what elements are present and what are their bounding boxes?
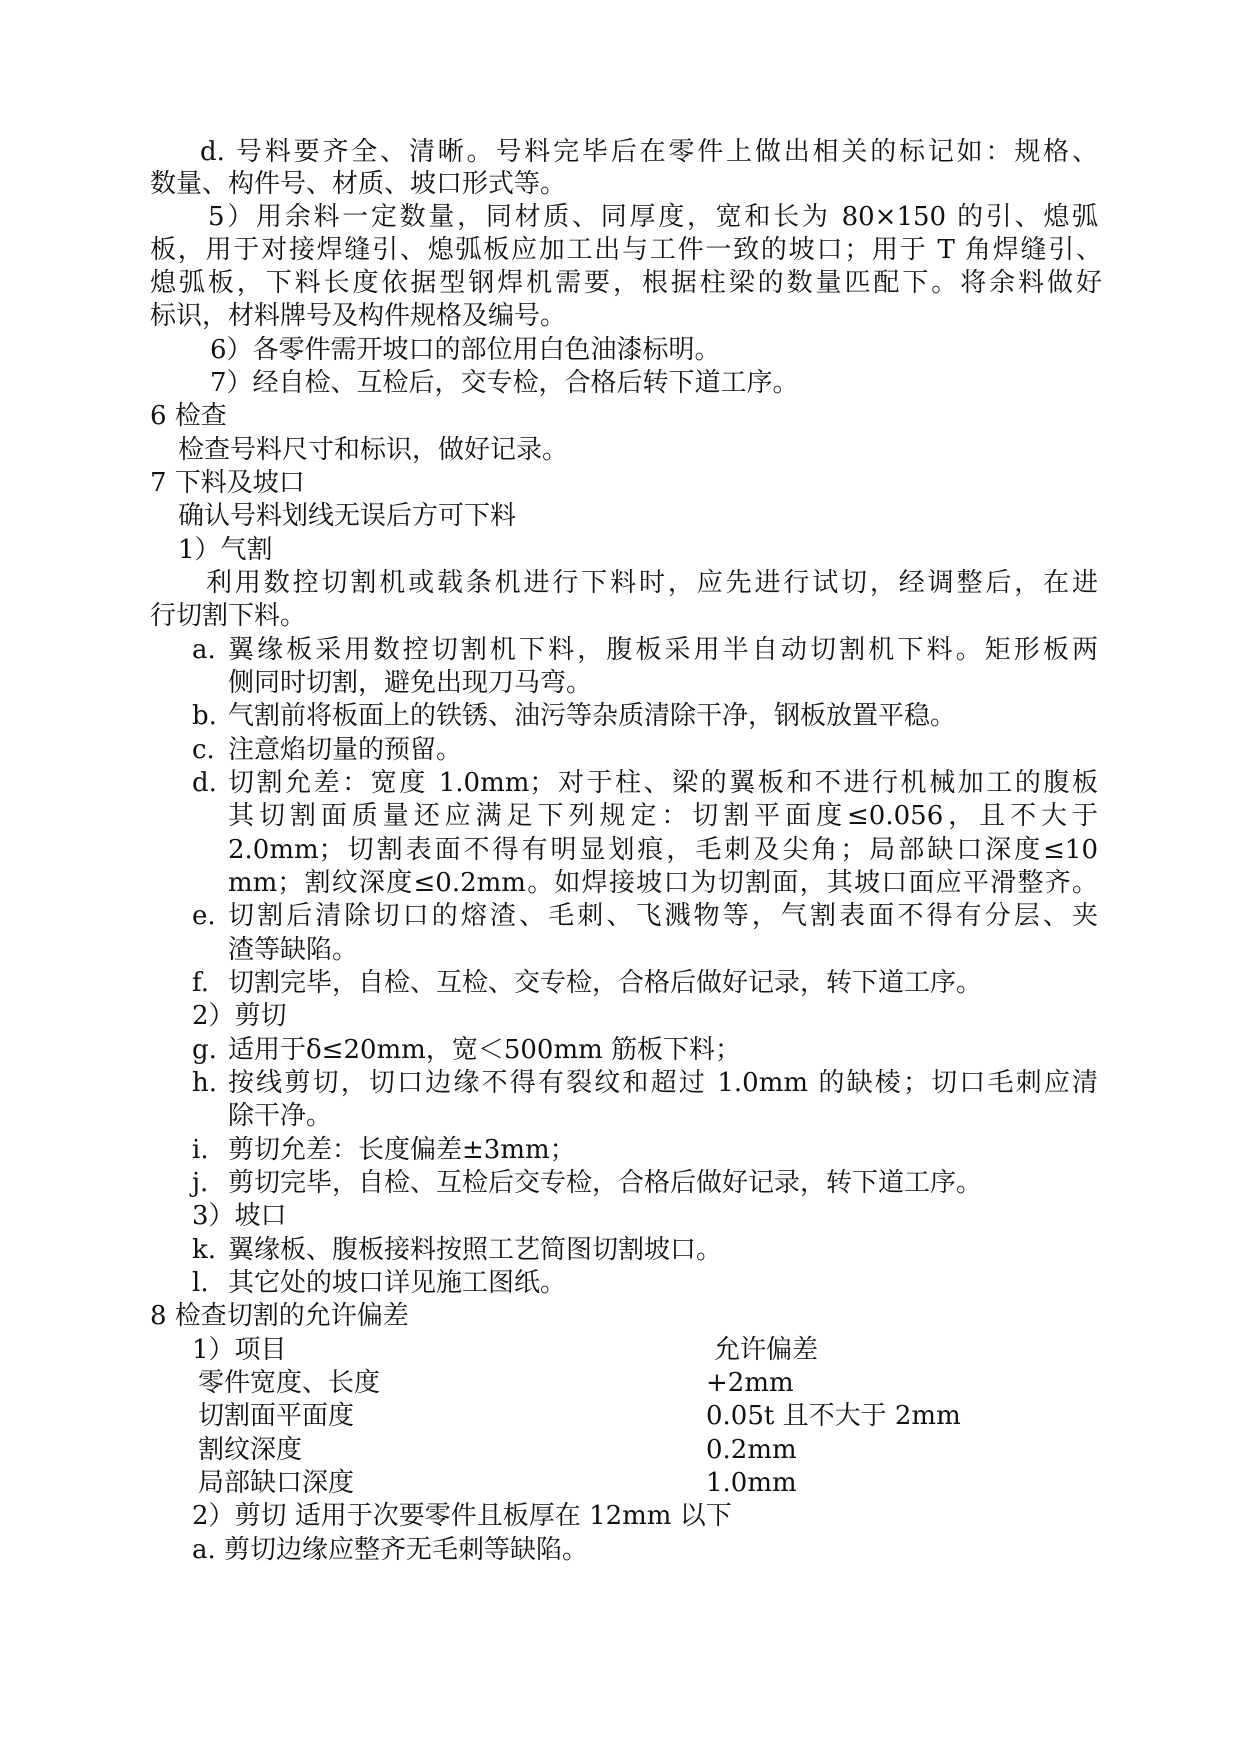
item-k-label: k. (192, 1235, 217, 1265)
marking-item5-line1: 5）用余料一定数量，同材质、同厚度，宽和长为 80×150 的引、熄弧 (208, 202, 1098, 232)
shear-item-a: a. 剪切边缘应整齐无毛刺等缺陷。 (192, 1535, 589, 1565)
item-a-label: a. (192, 635, 216, 665)
marking-item5-line2: 板，用于对接焊缝引、熄弧板应加工出与工件一致的坡口；用于 T 角焊缝引、 (150, 235, 1102, 265)
item-f-label: f. (192, 968, 209, 998)
item-a-line1: 翼缘板采用数控切割机下料，腹板采用半自动切割机下料。矩形板两 (228, 635, 1098, 665)
section6-text: 检查号料尺寸和标识，做好记录。 (178, 435, 569, 465)
section7-heading: 7 下料及坡口 (150, 468, 305, 498)
item-d-line1: 切割允差：宽度 1.0mm；对于柱、梁的翼板和不进行机械加工的腹板 (228, 768, 1098, 798)
item-d-line3: 2.0mm；切割表面不得有明显划痕，毛刺及尖角；局部缺口深度≤10 (228, 835, 1098, 865)
table-row-tolerance: 1.0mm (706, 1468, 797, 1498)
gas-intro-line2: 行切割下料。 (150, 601, 307, 631)
item-e-label: e. (192, 901, 216, 931)
table-row-tolerance: +2mm (706, 1368, 794, 1398)
item-f-line1: 切割完毕，自检、互检、交专检，合格后做好记录，转下道工序。 (228, 968, 983, 998)
table-row-item: 零件宽度、长度 (198, 1368, 381, 1398)
item-d-line2: 其切割面质量还应满足下列规定：切割平面度≤0.056，且不大于 (228, 801, 1098, 831)
item-l-line1: 其它处的坡口详见施工图纸。 (228, 1268, 567, 1298)
marking-item7: 7）经自检、互检后，交专检，合格后转下道工序。 (210, 368, 799, 398)
section8-heading: 8 检查切割的允许偏差 (150, 1301, 409, 1331)
item-l-label: l. (192, 1268, 209, 1298)
marking-d-line1: d. 号料要齐全、清晰。号料完毕后在零件上做出相关的标记如：规格、 (200, 137, 1098, 167)
item-g-line1: 适用于δ≤20mm，宽＜500mm 筋板下料； (228, 1035, 742, 1065)
item-h-line2: 除干净。 (228, 1101, 333, 1131)
gas-cutting-title: 1）气割 (178, 535, 273, 565)
item-i-line1: 剪切允差：长度偏差±3mm； (228, 1135, 576, 1165)
item-c-line1: 注意焰切量的预留。 (228, 735, 463, 765)
marking-item5-line4: 标识，材料牌号及构件规格及编号。 (150, 301, 567, 331)
section7-intro: 确认号料划线无误后方可下料 (178, 501, 517, 531)
item-h-label: h. (192, 1068, 218, 1098)
table-header-tolerance: 允许偏差 (714, 1335, 819, 1365)
table-row-item: 局部缺口深度 (198, 1468, 355, 1498)
item-e-line1: 切割后清除切口的熔渣、毛刺、飞溅物等，气割表面不得有分层、夹 (228, 901, 1098, 931)
item-j-label: j. (192, 1168, 209, 1198)
item-c-label: c. (192, 735, 215, 765)
section6-heading: 6 检查 (150, 401, 227, 431)
table-header-item: 1）项目 (192, 1335, 287, 1365)
item-a-line2: 侧同时切割，避免出现刀马弯。 (228, 668, 593, 698)
marking-item5-line3: 熄弧板，下料长度依据型钢焊机需要，根据柱梁的数量匹配下。将余料做好 (150, 268, 1102, 298)
item-k-line1: 翼缘板、腹板接料按照工艺简图切割坡口。 (228, 1235, 723, 1265)
shear-title: 2）剪切 (192, 1001, 287, 1031)
table-row-tolerance: 0.2mm (706, 1435, 797, 1465)
shear-note: 2）剪切 适用于次要零件且板厚在 12mm 以下 (192, 1501, 732, 1531)
item-d-label: d. (192, 768, 217, 798)
gas-intro-line1: 利用数控切割机或载条机进行下料时，应先进行试切，经调整后，在进 (206, 568, 1098, 598)
item-g-label: g. (192, 1035, 217, 1065)
item-b-label: b. (192, 701, 217, 731)
bevel-title: 3）坡口 (192, 1201, 287, 1231)
item-b-line1: 气割前将板面上的铁锈、油污等杂质清除干净，钢板放置平稳。 (228, 701, 957, 731)
marking-d-line2: 数量、构件号、材质、坡口形式等。 (150, 169, 567, 199)
marking-item6: 6）各零件需开坡口的部位用白色油漆标明。 (210, 335, 721, 365)
item-j-line1: 剪切完毕，自检、互检后交专检，合格后做好记录，转下道工序。 (228, 1168, 983, 1198)
item-e-line2: 渣等缺陷。 (228, 935, 359, 965)
table-row-tolerance: 0.05t 且不大于 2mm (706, 1401, 961, 1431)
item-d-line4: mm；割纹深度≤0.2mm。如焊接坡口为切割面，其坡口面应平滑整齐。 (228, 868, 1098, 898)
table-row-item: 割纹深度 (198, 1435, 303, 1465)
table-row-item: 切割面平面度 (198, 1401, 355, 1431)
item-i-label: i. (192, 1135, 209, 1165)
item-h-line1: 按线剪切，切口边缘不得有裂纹和超过 1.0mm 的缺棱；切口毛刺应清 (228, 1068, 1098, 1098)
